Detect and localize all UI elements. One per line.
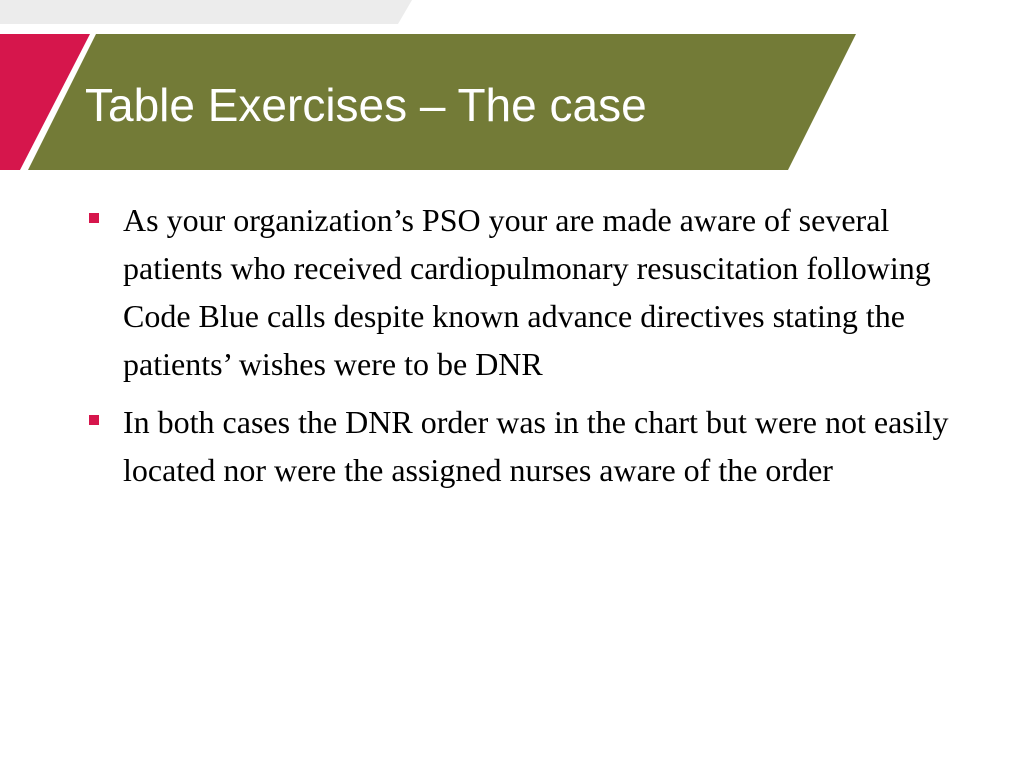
bullet-item bbox=[86, 398, 986, 494]
slide-title: Table Exercises – The case bbox=[85, 79, 647, 131]
square-bullet-icon bbox=[89, 213, 99, 223]
bullet-text: As your organization’s PSO your are made aware of several patients who received cardiopulmonary resuscitation following Code Blue calls despite known advance directives stating the patients’ wishes were to be DNR bbox=[123, 202, 931, 382]
top-gray-band bbox=[0, 0, 412, 24]
bullet-item bbox=[86, 196, 986, 388]
square-bullet-icon bbox=[89, 415, 99, 425]
bullet-text: In both cases the DNR order was in the chart but were not easily located nor were the assigned nurses aware of the order bbox=[123, 404, 949, 488]
bullet-list bbox=[86, 196, 986, 504]
